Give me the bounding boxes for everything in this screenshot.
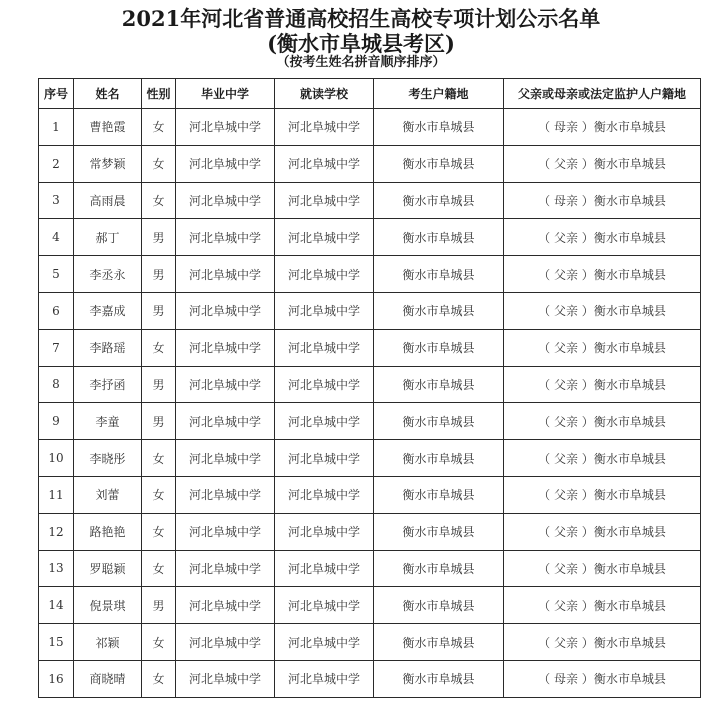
- cell-name: 郝丁: [74, 219, 142, 256]
- cell-current-school: 河北阜城中学: [275, 660, 374, 697]
- cell-gender: 女: [142, 660, 176, 697]
- guardian-relation: （ 父亲 ）: [538, 451, 594, 466]
- table-row: [39, 660, 701, 697]
- cell-name: 倪景琪: [74, 587, 142, 624]
- table-row: [39, 624, 701, 661]
- cell-hukou: 衡水市阜城县: [374, 550, 504, 587]
- cell-name: 曹艳霞: [74, 109, 142, 146]
- cell-gender: 女: [142, 329, 176, 366]
- cell-current-school: 河北阜城中学: [275, 476, 374, 513]
- cell-gender: 女: [142, 145, 176, 182]
- cell-name: 路艳艳: [74, 513, 142, 550]
- roster-table: [38, 78, 701, 698]
- cell-gender: 女: [142, 440, 176, 477]
- cell-current-school: 河北阜城中学: [275, 366, 374, 403]
- table-row: [39, 219, 701, 256]
- cell-name: 商晓晴: [74, 660, 142, 697]
- guardian-relation: （ 父亲 ）: [538, 488, 594, 503]
- cell-hukou: 衡水市阜城县: [374, 513, 504, 550]
- header-name: 姓名: [74, 79, 142, 109]
- table-header-row: [39, 79, 701, 109]
- cell-hukou: 衡水市阜城县: [374, 109, 504, 146]
- cell-no: 12: [39, 513, 74, 550]
- cell-current-school: 河北阜城中学: [275, 256, 374, 293]
- cell-gender: 女: [142, 109, 176, 146]
- cell-current-school: 河北阜城中学: [275, 440, 374, 477]
- table-row: [39, 256, 701, 293]
- cell-name: 罗聪颖: [74, 550, 142, 587]
- cell-no: 10: [39, 440, 74, 477]
- cell-no: 15: [39, 624, 74, 661]
- cell-name: 常梦颖: [74, 145, 142, 182]
- table-row: [39, 440, 701, 477]
- cell-gender: 女: [142, 513, 176, 550]
- header-current-school: 就读学校: [275, 79, 374, 109]
- guardian-relation: （ 父亲 ）: [538, 561, 594, 576]
- cell-gender: 女: [142, 624, 176, 661]
- guardian-relation: （ 父亲 ）: [538, 377, 594, 392]
- cell-no: 3: [39, 182, 74, 219]
- guardian-relation: （ 父亲 ）: [538, 341, 594, 356]
- table-row: [39, 513, 701, 550]
- cell-guardian: [504, 182, 701, 219]
- guardian-hukou: 衡水市阜城县: [593, 157, 666, 172]
- cell-grad-school: 河北阜城中学: [176, 476, 275, 513]
- sort-note: （按考生姓名拼音顺序排序）: [276, 55, 446, 70]
- cell-current-school: 河北阜城中学: [275, 145, 374, 182]
- guardian-relation: （ 父亲 ）: [538, 157, 594, 172]
- cell-gender: 女: [142, 182, 176, 219]
- cell-name: 李抒函: [74, 366, 142, 403]
- cell-no: 2: [39, 145, 74, 182]
- table-row: [39, 182, 701, 219]
- cell-guardian: [504, 440, 701, 477]
- cell-current-school: 河北阜城中学: [275, 587, 374, 624]
- cell-current-school: 河北阜城中学: [275, 182, 374, 219]
- cell-gender: 男: [142, 292, 176, 329]
- cell-no: 13: [39, 550, 74, 587]
- cell-current-school: 河北阜城中学: [275, 624, 374, 661]
- cell-no: 4: [39, 219, 74, 256]
- cell-gender: 男: [142, 587, 176, 624]
- cell-name: 李丞永: [74, 256, 142, 293]
- cell-grad-school: 河北阜城中学: [176, 182, 275, 219]
- cell-current-school: 河北阜城中学: [275, 550, 374, 587]
- cell-no: 16: [39, 660, 74, 697]
- document-subtitle: (衡水市阜城县考区): [267, 31, 455, 56]
- cell-guardian: [504, 403, 701, 440]
- table-row: [39, 145, 701, 182]
- cell-guardian: [504, 292, 701, 329]
- cell-grad-school: 河北阜城中学: [176, 145, 275, 182]
- cell-guardian: [504, 476, 701, 513]
- cell-hukou: 衡水市阜城县: [374, 660, 504, 697]
- cell-gender: 女: [142, 476, 176, 513]
- header-hukou: 考生户籍地: [374, 79, 504, 109]
- table-row: [39, 550, 701, 587]
- cell-grad-school: 河北阜城中学: [176, 292, 275, 329]
- cell-guardian: [504, 587, 701, 624]
- guardian-hukou: 衡水市阜城县: [593, 414, 666, 429]
- table-row: [39, 403, 701, 440]
- table-row: [39, 109, 701, 146]
- header-gender: 性别: [142, 79, 176, 109]
- table-row: [39, 476, 701, 513]
- table-row: [39, 587, 701, 624]
- cell-hukou: 衡水市阜城县: [374, 182, 504, 219]
- guardian-hukou: 衡水市阜城县: [593, 377, 666, 392]
- cell-hukou: 衡水市阜城县: [374, 476, 504, 513]
- guardian-hukou: 衡水市阜城县: [593, 193, 666, 208]
- cell-grad-school: 河北阜城中学: [176, 219, 275, 256]
- guardian-hukou: 衡水市阜城县: [593, 672, 666, 687]
- guardian-relation: （ 父亲 ）: [538, 304, 594, 319]
- cell-name: 李晓彤: [74, 440, 142, 477]
- cell-name: 李童: [74, 403, 142, 440]
- guardian-hukou: 衡水市阜城县: [593, 635, 666, 650]
- cell-gender: 男: [142, 403, 176, 440]
- cell-hukou: 衡水市阜城县: [374, 440, 504, 477]
- cell-current-school: 河北阜城中学: [275, 329, 374, 366]
- cell-hukou: 衡水市阜城县: [374, 292, 504, 329]
- cell-gender: 男: [142, 256, 176, 293]
- guardian-relation: （ 父亲 ）: [538, 414, 594, 429]
- cell-guardian: [504, 624, 701, 661]
- cell-name: 李路瑶: [74, 329, 142, 366]
- cell-hukou: 衡水市阜城县: [374, 219, 504, 256]
- cell-no: 1: [39, 109, 74, 146]
- guardian-hukou: 衡水市阜城县: [593, 561, 666, 576]
- cell-grad-school: 河北阜城中学: [176, 109, 275, 146]
- cell-guardian: [504, 145, 701, 182]
- cell-hukou: 衡水市阜城县: [374, 403, 504, 440]
- cell-grad-school: 河北阜城中学: [176, 513, 275, 550]
- cell-current-school: 河北阜城中学: [275, 109, 374, 146]
- guardian-hukou: 衡水市阜城县: [593, 304, 666, 319]
- cell-current-school: 河北阜城中学: [275, 403, 374, 440]
- guardian-hukou: 衡水市阜城县: [593, 488, 666, 503]
- cell-no: 6: [39, 292, 74, 329]
- cell-gender: 女: [142, 550, 176, 587]
- cell-current-school: 河北阜城中学: [275, 292, 374, 329]
- cell-no: 5: [39, 256, 74, 293]
- cell-guardian: [504, 513, 701, 550]
- cell-grad-school: 河北阜城中学: [176, 256, 275, 293]
- guardian-hukou: 衡水市阜城县: [593, 230, 666, 245]
- cell-gender: 男: [142, 219, 176, 256]
- cell-no: 14: [39, 587, 74, 624]
- guardian-hukou: 衡水市阜城县: [593, 267, 666, 282]
- table-row: [39, 366, 701, 403]
- guardian-relation: （ 父亲 ）: [538, 598, 594, 613]
- header-grad-school: 毕业中学: [176, 79, 275, 109]
- cell-hukou: 衡水市阜城县: [374, 366, 504, 403]
- cell-name: 刘蕾: [74, 476, 142, 513]
- cell-grad-school: 河北阜城中学: [176, 440, 275, 477]
- cell-hukou: 衡水市阜城县: [374, 256, 504, 293]
- cell-grad-school: 河北阜城中学: [176, 624, 275, 661]
- cell-gender: 男: [142, 366, 176, 403]
- cell-guardian: [504, 329, 701, 366]
- guardian-hukou: 衡水市阜城县: [593, 598, 666, 613]
- guardian-hukou: 衡水市阜城县: [593, 341, 666, 356]
- cell-guardian: [504, 256, 701, 293]
- cell-name: 李嘉成: [74, 292, 142, 329]
- guardian-hukou: 衡水市阜城县: [593, 451, 666, 466]
- table-row: [39, 329, 701, 366]
- guardian-hukou: 衡水市阜城县: [593, 120, 666, 135]
- header-no: 序号: [39, 79, 74, 109]
- cell-hukou: 衡水市阜城县: [374, 145, 504, 182]
- cell-guardian: [504, 366, 701, 403]
- table-row: [39, 292, 701, 329]
- guardian-relation: （ 父亲 ）: [538, 230, 594, 245]
- cell-name: 祁颖: [74, 624, 142, 661]
- cell-current-school: 河北阜城中学: [275, 219, 374, 256]
- cell-grad-school: 河北阜城中学: [176, 550, 275, 587]
- cell-guardian: [504, 550, 701, 587]
- guardian-relation: （ 父亲 ）: [538, 635, 594, 650]
- cell-guardian: [504, 219, 701, 256]
- cell-grad-school: 河北阜城中学: [176, 660, 275, 697]
- cell-current-school: 河北阜城中学: [275, 513, 374, 550]
- guardian-relation: （ 母亲 ）: [538, 120, 594, 135]
- cell-guardian: [504, 660, 701, 697]
- cell-hukou: 衡水市阜城县: [374, 624, 504, 661]
- cell-grad-school: 河北阜城中学: [176, 329, 275, 366]
- cell-hukou: 衡水市阜城县: [374, 587, 504, 624]
- cell-no: 8: [39, 366, 74, 403]
- cell-hukou: 衡水市阜城县: [374, 329, 504, 366]
- guardian-relation: （ 母亲 ）: [538, 672, 594, 687]
- cell-name: 高雨晨: [74, 182, 142, 219]
- guardian-relation: （ 父亲 ）: [538, 525, 594, 540]
- header-guardian-hukou: 父亲或母亲或法定监护人户籍地: [504, 79, 701, 109]
- cell-grad-school: 河北阜城中学: [176, 403, 275, 440]
- cell-grad-school: 河北阜城中学: [176, 366, 275, 403]
- guardian-relation: （ 父亲 ）: [538, 267, 594, 282]
- cell-no: 11: [39, 476, 74, 513]
- cell-grad-school: 河北阜城中学: [176, 587, 275, 624]
- guardian-relation: （ 母亲 ）: [538, 193, 594, 208]
- cell-no: 7: [39, 329, 74, 366]
- guardian-hukou: 衡水市阜城县: [593, 525, 666, 540]
- cell-guardian: [504, 109, 701, 146]
- document-title: 2021年河北省普通高校招生高校专项计划公示名单: [121, 6, 601, 31]
- table-body: [39, 109, 701, 698]
- cell-no: 9: [39, 403, 74, 440]
